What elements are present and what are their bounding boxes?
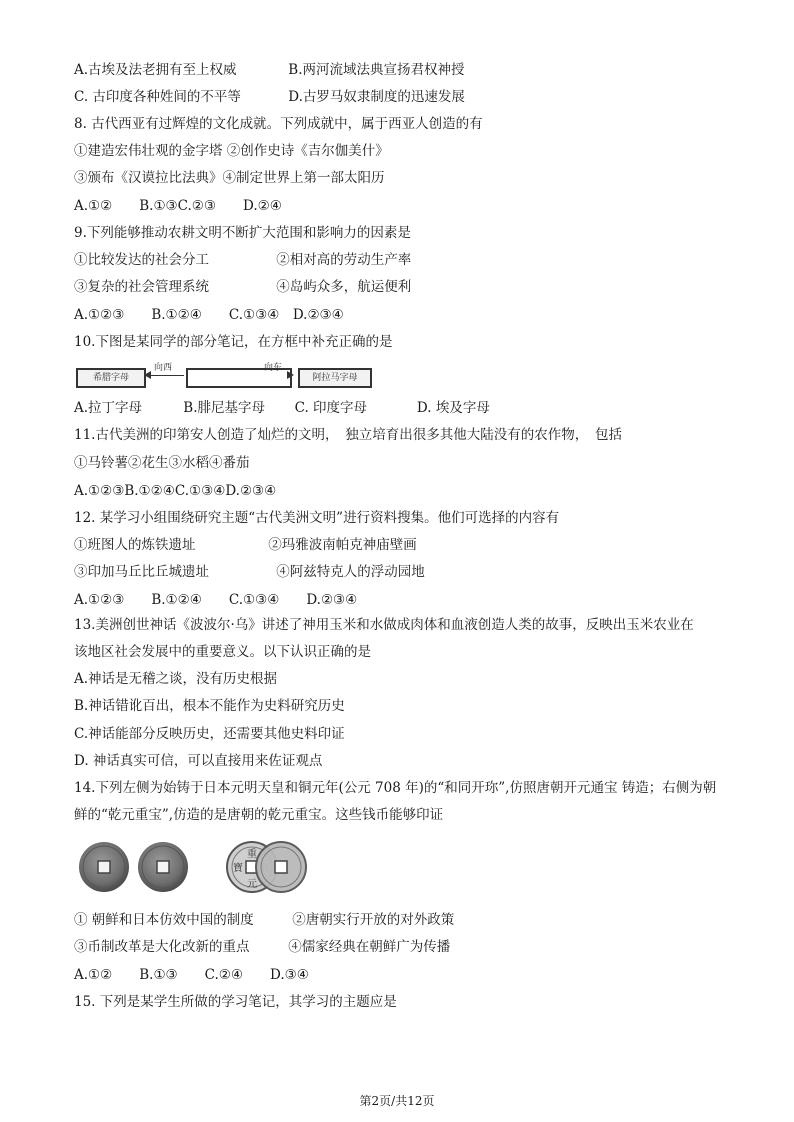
q12-item-3: ③印加马丘比丘城遗址: [74, 564, 209, 580]
q7-options-row1: [74, 60, 465, 80]
q12-items-row2: [74, 562, 425, 582]
q7-option-c: C. 古印度各种姓间的不平等: [74, 89, 241, 105]
coin-char-bottom: 元: [247, 879, 257, 890]
q14-coins-image: [78, 837, 308, 899]
q12-stem: 12. 某学习小组围绕研究主题“古代美洲文明”进行资料搜集。他们可选择的内容有: [74, 510, 560, 526]
q8-items-line2: ③颁布《汉谟拉比法典》④制定世界上第一部太阳历: [74, 170, 385, 186]
coin-char-left: 寶: [233, 863, 243, 874]
q12-item-4: ④阿兹特克人的浮动园地: [276, 564, 425, 580]
diagram-label-west: 向西: [154, 363, 173, 373]
diagram-box-greek: 希腊字母: [76, 368, 146, 388]
q10-option-b: B.腓尼基字母: [183, 400, 266, 416]
q13-option-c: C.神话能部分反映历史，还需要其他史料印证: [74, 726, 345, 742]
q10-options: [74, 398, 490, 418]
coin-qianyuan-2: [256, 842, 306, 892]
q9-stem: 9.下列能够推动农耕文明不断扩大范围和影响力的因素是: [74, 225, 411, 241]
q14-items-row1: [74, 910, 454, 930]
q12-item-2: ②玛雅波南帕克神庙壁画: [268, 537, 417, 553]
q14-item-1: ① 朝鲜和日本仿效中国的制度: [74, 912, 254, 928]
q7-options-row2: [74, 87, 465, 107]
q14-stem-line1: 14.下列左侧为始铸于日本元明天皇和铜元年(公元 708 年)的“和同开珎”,仿照唐朝开元通宝 铸造；右侧为朝: [74, 780, 717, 796]
diagram-box-aramaic: 阿拉马字母: [298, 368, 372, 388]
q12-item-1: ①班图人的炼铁遗址: [74, 537, 196, 553]
coin-char-top: 重: [247, 849, 257, 860]
q9-options: A.①②③ B.①②④ C.①③④ D.②③④: [74, 307, 344, 323]
q7-option-d: D.古罗马奴隶制度的迅速发展: [288, 89, 465, 105]
q11-options: A.①②③B.①②④C.①③④D.②③④: [74, 483, 277, 499]
q14-stem-line2: 鲜的“乾元重宝”,仿造的是唐朝的乾元重宝。这些钱币能够印证: [74, 807, 444, 823]
q11-stem: 11.古代美洲的印第安人创造了灿烂的文明， 独立培育出很多其他大陆没有的农作物， 包括: [74, 427, 622, 443]
q8-options: A.①② B.①③C.②③ D.②④: [74, 198, 282, 214]
q12-options: A.①②③ B.①②④ C.①③④ D.②③④: [74, 592, 358, 608]
diagram-label-east: 向东: [264, 363, 283, 373]
q10-option-c: C. 印度字母: [294, 400, 368, 416]
q8-items-line1: ①建造宏伟壮观的金字塔 ②创作史诗《吉尔伽美什》: [74, 143, 389, 159]
q10-option-a: A.拉丁字母: [74, 400, 143, 416]
q13-option-d: D. 神话真实可信，可以直接用来佐证观点: [74, 753, 323, 769]
q15-stem: 15. 下列是某学生所做的学习笔记，其学习的主题应是: [74, 994, 397, 1010]
q9-items-row2: [74, 277, 411, 297]
q14-items-row2: [74, 937, 450, 957]
q9-item-2: ②相对高的劳动生产率: [276, 252, 412, 268]
q9-item-4: ④岛屿众多，航运便利: [276, 279, 412, 295]
q14-item-4: ④儒家经典在朝鲜广为传播: [288, 939, 451, 955]
q13-option-a: A.神话是无稽之谈，没有历史根据: [74, 671, 278, 687]
page-footer: 第2页/共12页: [359, 1094, 435, 1108]
q14-item-3: ③币制改革是大化改新的重点: [74, 939, 250, 955]
q9-item-1: ①比较发达的社会分工: [74, 252, 209, 268]
q7-option-a: A.古埃及法老拥有至上权威: [74, 62, 237, 78]
q12-items-row1: [74, 535, 417, 555]
q13-stem-line1: 13.美洲创世神话《波波尔·乌》讲述了神用玉米和水做成肉体和血液创造人类的故事，反映出玉米农业在: [74, 617, 694, 633]
q10-option-d: D. 埃及字母: [416, 400, 490, 416]
q10-diagram: [74, 362, 374, 390]
q14-item-2: ②唐朝实行开放的对外政策: [292, 912, 455, 928]
q7-option-b: B.两河流域法典宣扬君权神授: [288, 62, 465, 78]
coin-wadokaichin-2: [138, 842, 188, 892]
coin-wadokaichin-1: [79, 842, 129, 892]
q14-options: A.①② B.①③ C.②④ D.③④: [74, 967, 309, 983]
diagram-arrow-left: [146, 375, 184, 376]
q9-item-3: ③复杂的社会管理系统: [74, 279, 209, 295]
q8-stem: 8. 古代西亚有过辉煌的文化成就。下列成就中，属于西亚人创造的有: [74, 116, 483, 132]
q10-stem: 10.下图是某同学的部分笔记，在方框中补充正确的是: [74, 334, 393, 350]
q11-items: ①马铃薯②花生③水稻④番茄: [74, 455, 250, 471]
q13-option-b: B.神话错讹百出，根本不能作为史料研究历史: [74, 698, 345, 714]
q13-stem-line2: 该地区社会发展中的重要意义。以下认识正确的是: [74, 644, 371, 660]
q9-items-row1: [74, 250, 411, 270]
